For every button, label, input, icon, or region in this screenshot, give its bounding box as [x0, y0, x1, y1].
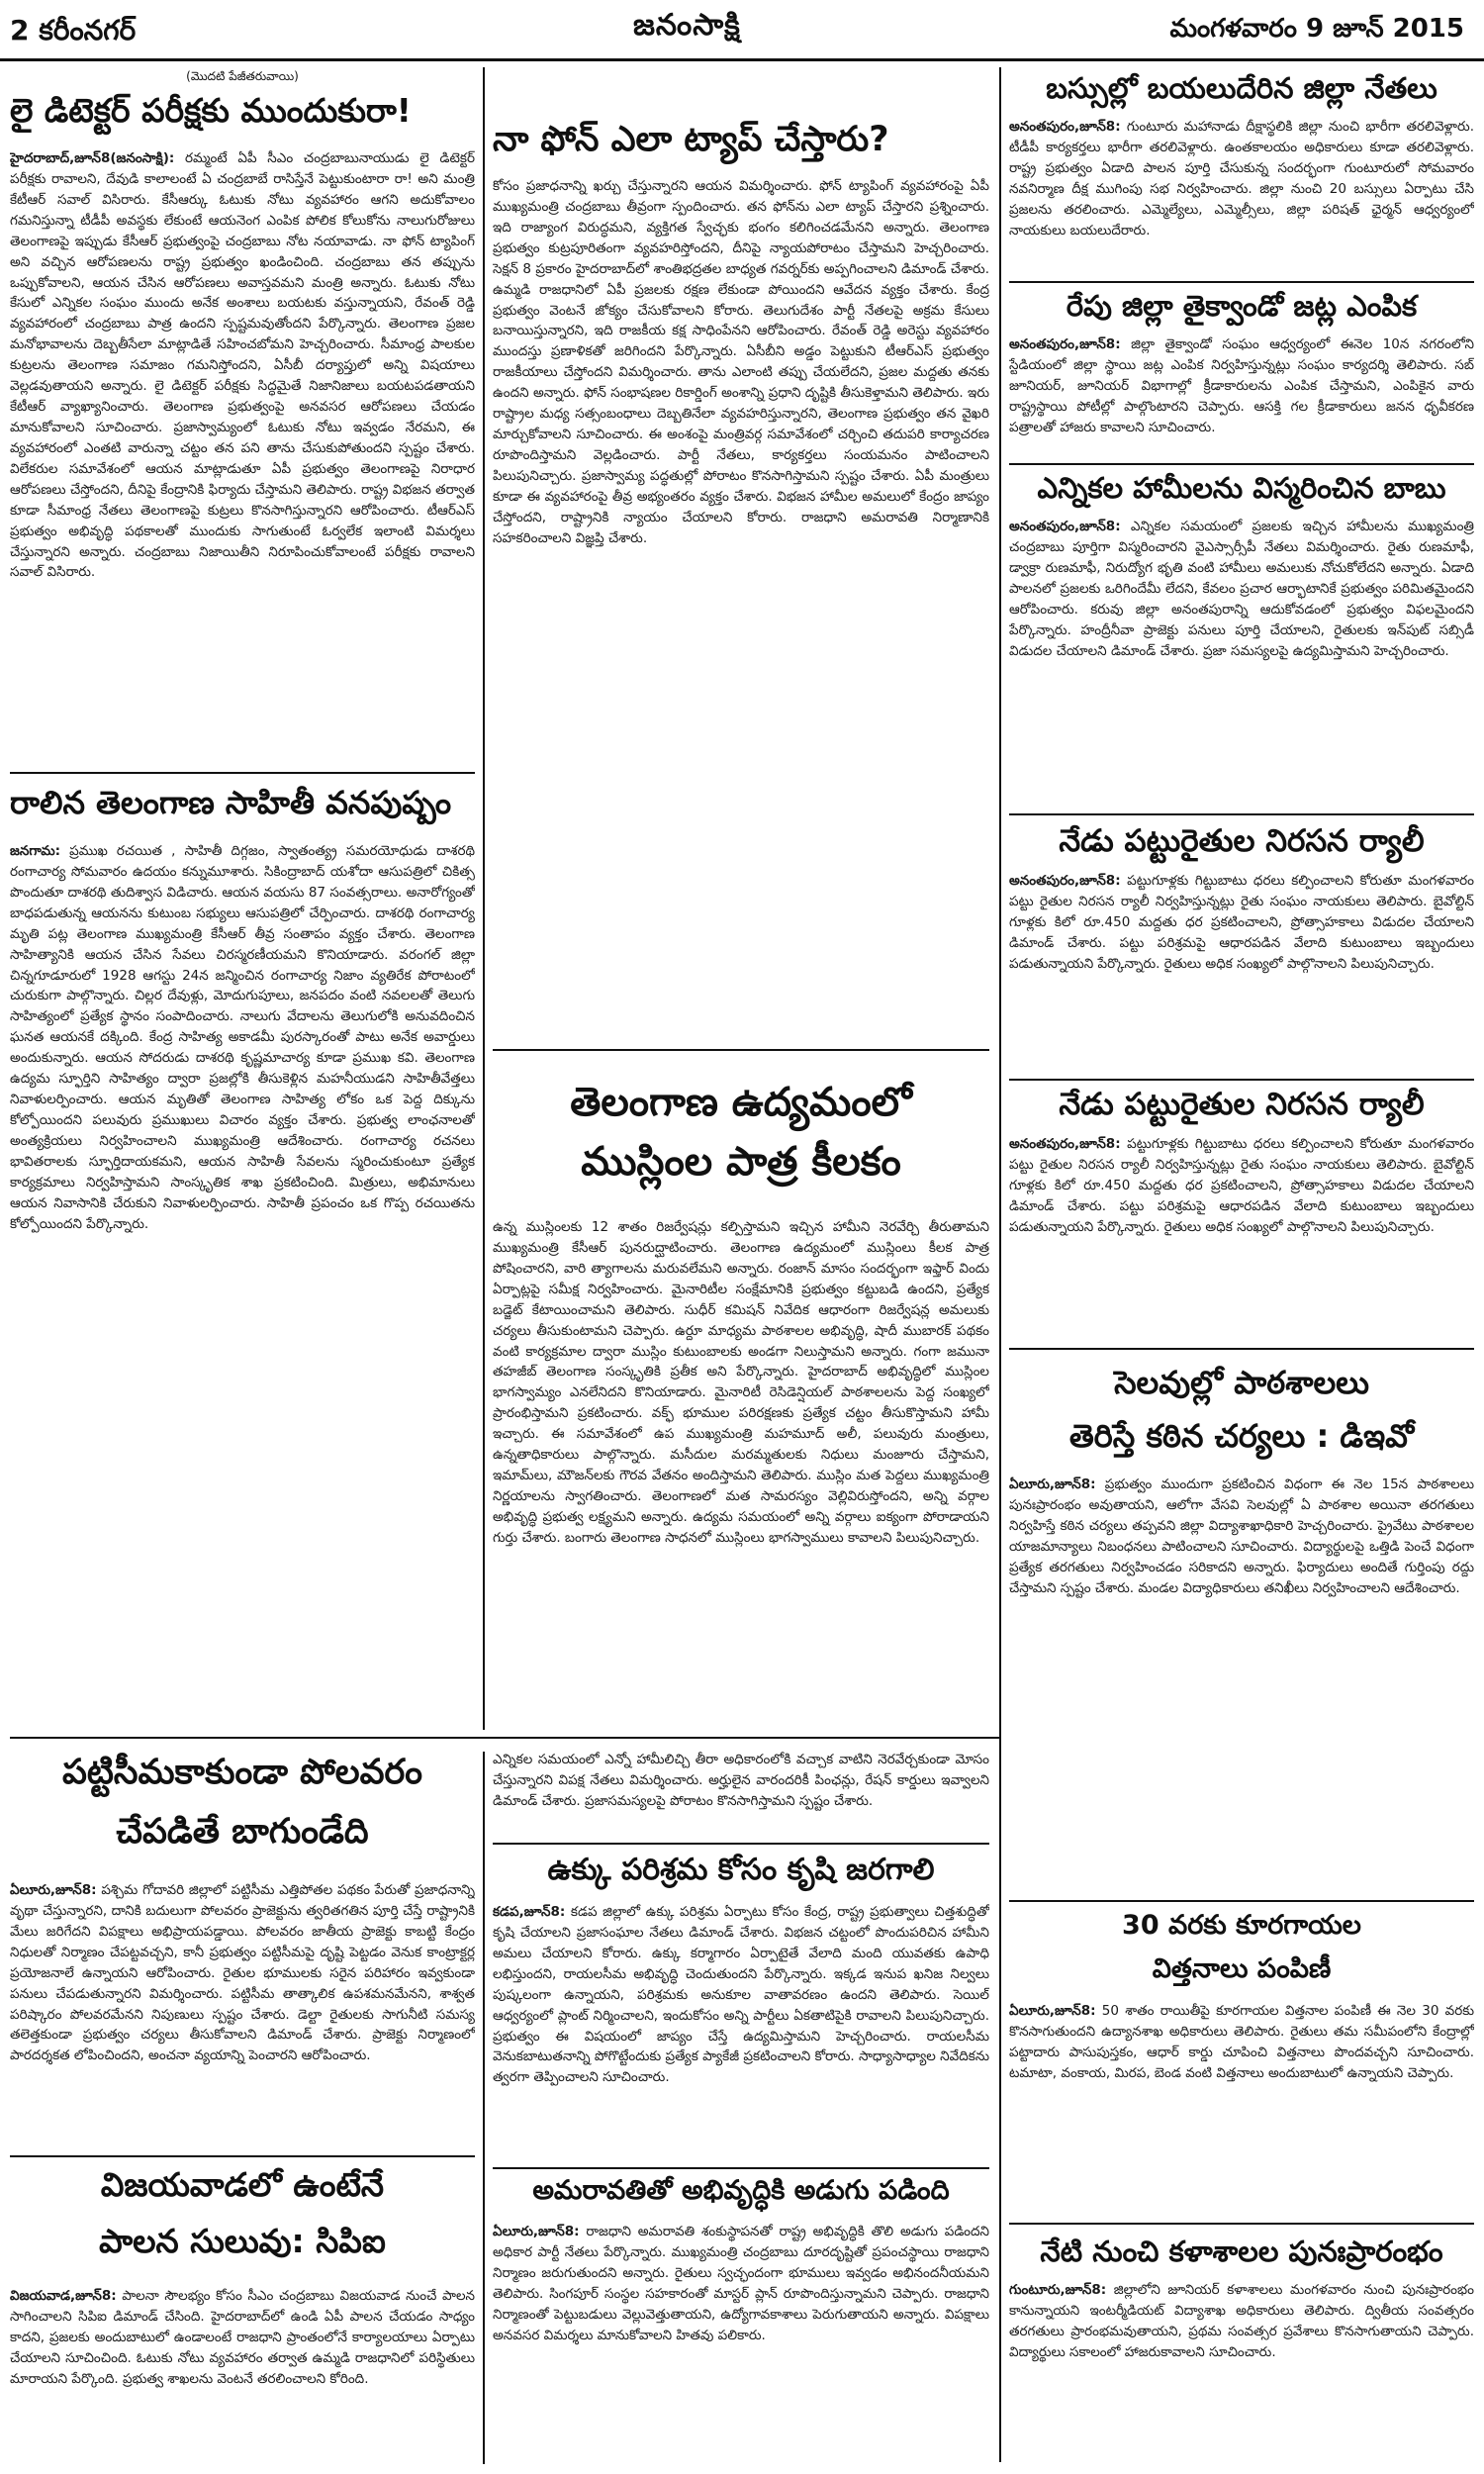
- headline-silk-rally: నేడు పట్టురైతుల నిరసన ర్యాలీ: [1059, 823, 1425, 859]
- article-text: కోసం ప్రజాధనాన్ని ఖర్చు చేస్తున్నారని ఆయన విమర్శించారు. ఫోన్ ట్యాపింగ్ వ్యవహారంపై ఏపీ ముఖ్యమంత్రి చంద్రబాబు తీవ్రంగా స్పందించారు. తన ఫోన్‌ను ఎలా ట్యాప్ చేస్తారని ప్రశ్నించారు. ఇది రాజ్యాంగ విరుద్ధమని, వ్యక్తిగత స్వేచ్ఛకు భంగం కలిగించడమేనని అన్నారు. తెలంగాణ ప్రభుత్వం కుట్రపూరితంగా వ్యవహరిస్తోందని, దీనిపై న్యాయపోరాటం చేస్తామని హెచ్చరించారు. సెక్షన్ 8 ప్రకారం హైదరాబాద్‌లో శాంతిభద్రతల బాధ్యత గవర్నర్‌కు అప్పగించాలని డిమాండ్ చేశారు. ఉమ్మడి రాజధానిలో ఏపీ ప్రజలకు రక్షణ లేకుండా పోయిందని ఆవేదన వ్యక్తం చేశారు. కేంద్ర ప్రభుత్వం వెంటనే జోక్యం చేసుకోవాలని కోరారు. తెలుగుదేశం పార్టీ నేతలపై అక్రమ కేసులు బనాయిస్తున్నారని, ఇది రాజకీయ కక్ష సాధింపేనని ఆరోపించారు. రేవంత్ రెడ్డి అరెస్టు వ్యవహారం ముందస్తు ప్రణాళికతో జరిగిందని పేర్కొన్నారు. ఏసీబీని అడ్డం పెట్టుకుని టీఆర్ఎస్ ప్రభుత్వం రాజకీయాలు చేస్తోందని విమర్శించారు. తాను ఎలాంటి తప్పు చేయలేదని, ప్రజల మద్దతు తనకు ఉందని అన్నారు. ఫోన్ సంభాషణల రికార్డింగ్ అంశాన్ని ప్రధాని దృష్టికి తీసుకెళ్తామని తెలిపారు. ఇరు రాష్ట్రాల మధ్య సత్సంబంధాలు దెబ్బతినేలా వ్యవహరిస్తున్నారని, తెలంగాణ ప్రభుత్వం తన వైఖరి మార్చుకోవాలని సూచించారు. ఈ అంశంపై మంత్రివర్గ సమావేశంలో చర్చించి తదుపరి కార్యాచరణ రూపొందిస్తామని వెల్లడించారు. పార్టీ నేతలు, కార్యకర్తలు సంయమనం పాటించాలని పిలుపునిచ్చారు. ప్రజాస్వామ్య పద్ధతుల్లో పోరాటం కొనసాగిస్తామని స్పష్టం చేశారు. ఏపీ మంత్రులు కూడా ఈ వ్యవహారంపై తీవ్ర అభ్యంతరం వ్యక్తం చేశారు. విభజన హామీల అమలులో కేంద్రం జాప్యం చేస్తోందని, రాష్ట్రానికి న్యాయం చేయాలని కోరారు. రాజధాని అమరావతి నిర్మాణానికి సహకరించాలని విజ్ఞప్తి చేశారు.: [493, 178, 989, 546]
- divider: [493, 1843, 989, 1845]
- column-divider: [999, 67, 1001, 2462]
- divider: [10, 2155, 475, 2157]
- dateline: ఏలూరు,జూన్8:: [1009, 1476, 1096, 1492]
- headline-schools-line1: సెలవుల్లో పాఠశాలలు: [1114, 1364, 1369, 1401]
- headline-taekwondo: రేపు జిల్లా తైక్వాండో జట్ల ఎంపిక: [1066, 289, 1418, 323]
- dateline: ఏలూరు,జూన్8:: [10, 1882, 97, 1898]
- dateline: అనంతపురం,జూన్8:: [1009, 336, 1121, 352]
- article-muslims: [493, 1217, 989, 1727]
- headline-buses: బస్సుల్లో బయలుదేరిన జిల్లా నేతలు: [1046, 71, 1438, 105]
- article-seeds: [1009, 2001, 1474, 2217]
- dateline: జనగామ:: [10, 843, 61, 859]
- dateline: హైదరాబాద్,జూన్8(జనంసాక్షి):: [10, 150, 175, 166]
- column-divider: [483, 67, 485, 1730]
- headline-seeds-line1: 30 వరకు కూరగాయల: [1122, 1910, 1361, 1941]
- divider: [1009, 1348, 1474, 1350]
- dateline: ఏలూరు,జూన్8:: [493, 2224, 580, 2239]
- article-text: ప్రభుత్వం ముందుగా ప్రకటించిన విధంగా ఈ నెల 15న పాఠశాలలు పునఃప్రారంభం అవుతాయని, ఆలోగా వేసవి సెలవుల్లో ఏ పాఠశాల అయినా తరగతులు నిర్వహిస్తే కఠిన చర్యలు తప్పవని జిల్లా విద్యాశాఖాధికారి హెచ్చరించారు. ప్రైవేటు పాఠశాలల యాజమాన్యాలు నిబంధనలు పాటించాలని సూచించారు. విద్యార్థులపై ఒత్తిడి పెంచే విధంగా ప్రత్యేక తరగతులు నిర్వహించడం సరికాదని అన్నారు. ఫిర్యాదులు అందితే గుర్తింపు రద్దు చేస్తామని స్పష్టం చేశారు. మండల విద్యాధికారులు తనిఖీలు నిర్వహించాలని ఆదేశించారు.: [1009, 1476, 1474, 1596]
- divider: [1009, 2223, 1474, 2225]
- dateline: అనంతపురం,జూన్8:: [1009, 873, 1121, 889]
- masthead: [0, 0, 1484, 61]
- continued-tag: (మొదటి పేజీతరువాయి): [186, 69, 299, 83]
- article-text: పట్టుగూళ్లకు గిట్టుబాటు ధరలు కల్పించాలని కోరుతూ మంగళవారం పట్టు రైతుల నిరసన ర్యాలీ నిర్వహిస్తున్నట్లు రైతు సంఘం నాయకులు తెలిపారు. బైవోల్టిన్ గూళ్లకు కిలో రూ.450 మద్దతు ధర ప్రకటించాలని, ప్రోత్సాహకాలు విడుదల చేయాలని డిమాండ్ చేశారు. పట్టు పరిశ్రమపై ఆధారపడిన వేలాది కుటుంబాలు ఇబ్బందులు పడుతున్నాయని పేర్కొన్నారు. రైతులు అధిక సంఖ్యలో పాల్గొనాలని పిలుపునిచ్చారు.: [1009, 1136, 1474, 1235]
- headline-steel-plant: ఉక్కు పరిశ్రమ కోసం కృషి జరగాలి: [547, 1853, 935, 1887]
- dateline: అనంతపురం,జూన్8:: [1009, 1136, 1121, 1152]
- article-sahiti: [10, 841, 475, 1727]
- article-vijayawada: [10, 2286, 475, 2464]
- headline-schools-line2: తెరిస్తే కఠిన చర్యలు : డిఇవో: [1068, 1417, 1415, 1455]
- article-continued: [493, 1750, 989, 1839]
- headline-amaravati: అమరావతితో అభివృద్ధికి అడుగు పడింది: [532, 2175, 950, 2206]
- article-silk-rally-repeat: [1009, 1134, 1474, 1342]
- article-text: కడప జిల్లాలో ఉక్కు పరిశ్రమ ఏర్పాటు కోసం కేంద్ర, రాష్ట్ర ప్రభుత్వాలు చిత్తశుద్ధితో కృషి చేయాలని ప్రజాసంఘాల నేతలు డిమాండ్ చేశారు. విభజన చట్టంలో పొందుపరిచిన హామీని అమలు చేయాలని కోరారు. ఉక్కు కర్మాగారం ఏర్పాటైతే వేలాది మంది యువతకు ఉపాధి లభిస్తుందని, రాయలసీమ అభివృద్ధి చెందుతుందని పేర్కొన్నారు. ఇక్కడ ఇనుప ఖనిజ నిల్వలు పుష్కలంగా ఉన్నాయని, పరిశ్రమకు అనుకూల వాతావరణం ఉందని తెలిపారు. సెయిల్ ఆధ్వర్యంలో ప్లాంట్ నిర్మించాలని, ఇందుకోసం అన్ని పార్టీలు ఏకతాటిపైకి రావాలని పిలుపునిచ్చారు. ప్రభుత్వం ఈ విషయంలో జాప్యం చేస్తే ఉద్యమిస్తామని హెచ్చరించారు. రాయలసీమ వెనుకబాటుతనాన్ని పోగొట్టేందుకు ప్రత్యేక ప్యాకేజీ ప్రకటించాలని కోరారు. సాధ్యాసాధ్యాల నివేదికను త్వరగా తెప్పించాలని సూచించారు.: [493, 1904, 989, 2086]
- article-steel-plant: [493, 1902, 989, 2161]
- headline-polavaram-line1: పట్టిసీమకాకుండా పోలవరం: [62, 1753, 422, 1792]
- dateline: విజయవాడ,జూన్8:: [10, 2288, 117, 2304]
- divider: [1009, 281, 1474, 283]
- article-text: ప్రముఖ రచయిత , సాహితీ దిగ్గజం, స్వాతంత్య్ర సమరయోధుడు దాశరథి రంగాచార్య సోమవారం ఉదయం కన్నుమూశారు. సికింద్రాబాద్ యశోదా ఆసుపత్రిలో చికిత్స పొందుతూ దాశరథి తుదిశ్వాస విడిచారు. ఆయన వయసు 87 సంవత్సరాలు. అనారోగ్యంతో బాధపడుతున్న ఆయనను కుటుంబ సభ్యులు ఆసుపత్రిలో చేర్పించారు. దాశరథి రంగాచార్య మృతి పట్ల తెలంగాణ ముఖ్యమంత్రి కేసీఆర్ తీవ్ర సంతాపం వ్యక్తం చేశారు. తెలంగాణ సాహిత్యానికి ఆయన చేసిన సేవలు చిరస్మరణీయమని కొనియాడారు. వరంగల్ జిల్లా చిన్నగూడూరులో 1928 ఆగస్టు 24న జన్మించిన రంగాచార్య నిజాం వ్యతిరేక పోరాటంలో చురుకుగా పాల్గొన్నారు. చిల్లర దేవుళ్లు, మోదుగుపూలు, జనపదం వంటి నవలలతో తెలుగు సాహిత్యంలో ప్రత్యేక స్థానం సంపాదించారు. నాలుగు వేదాలను తెలుగులోకి అనువదించిన ఘనత ఆయనకే దక్కింది. కేంద్ర సాహిత్య అకాడమీ పురస్కారంతో పాటు అనేక అవార్డులు అందుకున్నారు. ఆయన సోదరుడు దాశరథి కృష్ణమాచార్య కూడా ప్రముఖ కవి. తెలంగాణ ఉద్యమ స్ఫూర్తిని సాహిత్యం ద్వారా ప్రజల్లోకి తీసుకెళ్లిన మహనీయుడని సాహితీవేత్తలు నివాళులర్పించారు. ఆయన మృతితో తెలంగాణ సాహిత్య లోకం ఒక పెద్ద దిక్కును కోల్పోయిందని పలువురు ప్రముఖులు విచారం వ్యక్తం చేశారు. ప్రభుత్వ లాంఛనాలతో అంత్యక్రియలు నిర్వహించాలని ముఖ్యమంత్రి ఆదేశించారు. రంగాచార్య రచనలు భావితరాలకు స్ఫూర్తిదాయకమని, ఆయన సాహితీ సేవలను స్మరించుకుంటూ ప్రత్యేక కార్యక్రమాలు నిర్వహిస్తామని సాంస్కృతిక శాఖ ప్రకటించింది. మిత్రులు, అభిమానులు ఆయన నివాసానికి చేరుకుని నివాళులర్పించారు. సాహితీ ప్రపంచం ఒక గొప్ప రచయితను కోల్పోయిందని పేర్కొన్నారు.: [10, 843, 475, 1232]
- headline-vijayawada-line1: విజయవాడలో ఉంటేనే: [100, 2165, 385, 2204]
- article-text: ఉన్న ముస్లింలకు 12 శాతం రిజర్వేషన్లు కల్పిస్తామని ఇచ్చిన హామీని నెరవేర్చి తీరుతామని ముఖ్యమంత్రి కేసీఆర్ పునరుద్ఘాటించారు. తెలంగాణ ఉద్యమంలో ముస్లింలు కీలక పాత్ర పోషించారని, వారి త్యాగాలను మరువలేమని అన్నారు. రంజాన్ మాసం సందర్భంగా ఇఫ్తార్ విందు ఏర్పాట్లపై సమీక్ష నిర్వహించారు. మైనారిటీల సంక్షేమానికి ప్రభుత్వం కట్టుబడి ఉందని, ప్రత్యేక బడ్జెట్ కేటాయించామని తెలిపారు. సుధీర్ కమిషన్ నివేదిక ఆధారంగా రిజర్వేషన్ల అమలుకు చర్యలు తీసుకుంటామని చెప్పారు. ఉర్దూ మాధ్యమ పాఠశాలల అభివృద్ధి, షాదీ ముబారక్ పథకం వంటి కార్యక్రమాల ద్వారా ముస్లిం కుటుంబాలకు అండగా నిలుస్తామని అన్నారు. గంగా జమునా తహజీబ్ తెలంగాణ సంస్కృతికి ప్రతీక అని పేర్కొన్నారు. హైదరాబాద్ అభివృద్ధిలో ముస్లింల భాగస్వామ్యం ఎనలేనిదని కొనియాడారు. మైనారిటీ రెసిడెన్షియల్ పాఠశాలలను పెద్ద సంఖ్యలో ప్రారంభిస్తామని ప్రకటించారు. వక్ఫ్ భూముల పరిరక్షణకు ప్రత్యేక చట్టం తీసుకొస్తామని హామీ ఇచ్చారు. ఈ సమావేశంలో ఉప ముఖ్యమంత్రి మహమూద్ అలీ, పలువురు మంత్రులు, ఉన్నతాధికారులు పాల్గొన్నారు. మసీదుల మరమ్మతులకు నిధులు మంజూరు చేస్తామని, ఇమామ్‌లు, మౌజన్‌లకు గౌరవ వేతనం అందిస్తామని తెలిపారు. ముస్లిం మత పెద్దలు ముఖ్యమంత్రి నిర్ణయాలను స్వాగతించారు. తెలంగాణలో మత సామరస్యం వెల్లివిరుస్తోందని, అన్ని వర్గాల అభివృద్ధి ప్రభుత్వ లక్ష్యమని అన్నారు. ఉద్యమ సమయంలో అన్ని వర్గాలు ఐక్యంగా పోరాడాయని గుర్తు చేశారు. బంగారు తెలంగాణ సాధనలో ముస్లింలు భాగస్వాములు కావాలని పిలుపునిచ్చారు.: [493, 1219, 989, 1546]
- headline-seeds-line2: విత్తనాలు పంపిణీ: [1152, 1953, 1332, 1984]
- page-label: 2 కరీంనగర్: [10, 14, 137, 47]
- article-colleges: [1009, 2280, 1474, 2464]
- headline-sahiti: రాలిన తెలంగాణ సాహితీ వనపుష్పం: [10, 784, 452, 821]
- article-text: ఎన్నికల సమయంలో ప్రజలకు ఇచ్చిన హామీలను ముఖ్యమంత్రి చంద్రబాబు పూర్తిగా విస్మరించారని వైఎస్సార్సీపీ నేతలు విమర్శించారు. రైతు రుణమాఫీ, డ్వాక్రా రుణమాఫీ, నిరుద్యోగ భృతి వంటి హామీలు అమలుకు నోచుకోలేదని అన్నారు. ఏడాది పాలనలో ప్రజలకు ఒరిగిందేమీ లేదని, కేవలం ప్రచార ఆర్భాటానికే ప్రభుత్వం పరిమితమైందని ఆరోపించారు. కరువు జిల్లా అనంతపురాన్ని ఆదుకోవడంలో ప్రభుత్వం విఫలమైందని పేర్కొన్నారు. హంద్రీనీవా ప్రాజెక్టు పనులు పూర్తి చేయాలని, రైతులకు ఇన్‌పుట్ సబ్సిడీ విడుదల చేయాలని డిమాండ్ చేశారు. ప్రజా సమస్యలపై ఉద్యమిస్తామని హెచ్చరించారు.: [1009, 519, 1474, 659]
- divider: [493, 1049, 989, 1051]
- headline-lie-detector: లై డిటెక్టర్ పరీక్షకు ముందుకురా!: [10, 91, 412, 130]
- article-taekwondo: [1009, 334, 1474, 458]
- divider: [1009, 1079, 1474, 1081]
- article-buses: [1009, 117, 1474, 275]
- divider: [493, 2167, 989, 2169]
- headline-muslims-line1: తెలంగాణ ఉద్యమంలో: [570, 1080, 912, 1125]
- headline-election-promises: ఎన్నికల హామీలను విస్మరించిన బాబు: [1037, 471, 1446, 505]
- article-silk-rally: [1009, 871, 1474, 1074]
- headline-muslims-line2: ముస్లింల పాత్ర కీలకం: [581, 1139, 901, 1185]
- divider: [1009, 1900, 1474, 1902]
- column-divider: [483, 1752, 485, 2464]
- article-text: జిల్లా తైక్వాండో సంఘం ఆధ్వర్యంలో ఈనెల 10న నగరంలోని స్టేడియంలో జిల్లా స్థాయి జట్ల ఎంపిక నిర్వహిస్తున్నట్లు సంఘం కార్యదర్శి తెలిపారు. సబ్ జూనియర్, జూనియర్ విభాగాల్లో క్రీడాకారులను ఎంపిక చేస్తామని, ఎంపికైన వారు రాష్ట్రస్థాయి పోటీల్లో పాల్గొంటారని చెప్పారు. ఆసక్తి గల క్రీడాకారులు జనన ధృవీకరణ పత్రాలతో హాజరు కావాలని సూచించారు.: [1009, 336, 1474, 435]
- divider: [10, 1737, 999, 1739]
- headline-polavaram-line2: చేపడితే బాగుండేది: [116, 1812, 369, 1852]
- article-text: రాజధాని అమరావతి శంకుస్థాపనతో రాష్ట్ర అభివృద్ధికి తొలి అడుగు పడిందని అధికార పార్టీ నేతలు పేర్కొన్నారు. ముఖ్యమంత్రి చంద్రబాబు దూరదృష్టితో ప్రపంచస్థాయి రాజధాని నిర్మాణం జరుగుతుందని అన్నారు. రైతులు స్వచ్ఛందంగా భూములు ఇవ్వడం అభినందనీయమని తెలిపారు. సింగపూర్ సంస్థల సహకారంతో మాస్టర్ ప్లాన్ రూపొందిస్తున్నామని చెప్పారు. రాజధాని నిర్మాణంతో పెట్టుబడులు వెల్లువెత్తుతాయని, ఉద్యోగావకాశాలు పెరుగుతాయని అన్నారు. విపక్షాలు అనవసర విమర్శలు మానుకోవాలని హితవు పలికారు.: [493, 2224, 989, 2343]
- issue-date: మంగళవారం 9 జూన్ 2015: [1169, 14, 1464, 44]
- dateline: కడప,జూన్8:: [493, 1904, 566, 1920]
- article-schools: [1009, 1475, 1474, 1895]
- article-phone-tap: [493, 176, 989, 1037]
- divider: [10, 772, 475, 774]
- article-text: ఎన్నికల సమయంలో ఎన్నో హామీలిచ్చి తీరా అధికారంలోకి వచ్చాక వాటిని నెరవేర్చకుండా మోసం చేస్తున్నారని విపక్ష నేతలు విమర్శించారు. అర్హులైన వారందరికీ పింఛన్లు, రేషన్ కార్డులు ఇవ్వాలని డిమాండ్ చేశారు. ప్రజాసమస్యలపై పోరాటం కొనసాగిస్తామని స్పష్టం చేశారు.: [493, 1752, 989, 1809]
- article-text: పశ్చిమ గోదావరి జిల్లాలో పట్టిసీమ ఎత్తిపోతల పథకం పేరుతో ప్రజాధనాన్ని వృథా చేస్తున్నారని, దానికి బదులుగా పోలవరం ప్రాజెక్టును త్వరితగతిన పూర్తి చేస్తే రాష్ట్రానికి మేలు జరిగేదని విపక్షాలు అభిప్రాయపడ్డాయి. పోలవరం జాతీయ ప్రాజెక్టు కాబట్టి కేంద్రం నిధులతో నిర్మాణం చేపట్టవచ్చని, కానీ ప్రభుత్వం పట్టిసీమపై దృష్టి పెట్టడం వెనుక కాంట్రాక్టర్ల ప్రయోజనాలే ఉన్నాయని ఆరోపించారు. రైతుల భూములకు సరైన పరిహారం ఇవ్వకుండా పనులు చేపడుతున్నారని విమర్శించారు. పట్టిసీమ తాత్కాలిక ఉపశమనమేనని, శాశ్వత పరిష్కారం పోలవరమేనని నిపుణులు స్పష్టం చేశారు. డెల్టా రైతులకు సాగునీటి సమస్య తలెత్తకుండా ప్రభుత్వం చర్యలు తీసుకోవాలని డిమాండ్ చేశారు. ప్రాజెక్టు నిర్మాణంలో పారదర్శకత లోపించిందని, అంచనా వ్యయాన్ని పెంచారని ఆరోపించారు.: [10, 1882, 475, 2064]
- article-lie-detector: [10, 148, 475, 762]
- article-text: పట్టుగూళ్లకు గిట్టుబాటు ధరలు కల్పించాలని కోరుతూ మంగళవారం పట్టు రైతుల నిరసన ర్యాలీ నిర్వహిస్తున్నట్లు రైతు సంఘం నాయకులు తెలిపారు. బైవోల్టిన్ గూళ్లకు కిలో రూ.450 మద్దతు ధర ప్రకటించాలని, ప్రోత్సాహకాలు విడుదల చేయాలని డిమాండ్ చేశారు. పట్టు పరిశ్రమపై ఆధారపడిన వేలాది కుటుంబాలు ఇబ్బందులు పడుతున్నాయని పేర్కొన్నారు. రైతులు అధిక సంఖ్యలో పాల్గొనాలని పిలుపునిచ్చారు.: [1009, 873, 1474, 972]
- article-election-promises: [1009, 517, 1474, 809]
- headline-vijayawada-line2: పాలన సులువు: సిపిఐ: [99, 2222, 386, 2260]
- headline-phone-tap: నా ఫోన్ ఎలా ట్యాప్ చేస్తారు?: [493, 120, 889, 159]
- headline-silk-rally-repeat: నేడు పట్టురైతుల నిరసన ర్యాలీ: [1059, 1087, 1425, 1122]
- paper-name: జనంసాక్షి: [633, 8, 741, 43]
- article-polavaram: [10, 1880, 475, 2147]
- headline-colleges: నేటి నుంచి కళాశాలల పునఃప్రారంభం: [1040, 2235, 1443, 2268]
- article-text: రమ్మంటే ఏపీ సీఎం చంద్రబాబునాయుడు లై డిటెక్టర్ పరీక్షకు రావాలని, దేవుడి కాలాలంటే ఏ చంద్రబాబే రాసిస్తేనే పెట్టుకుంటారా రా! అని మంత్రి కేటీఆర్ సవాల్ విసిరారు. కేసీఆర్కు ఓటుకు నోటు వ్యవహారం ఆగని అదుకోవాలం గమనిస్తున్నా టీడీపీ అవస్థకు లేకుంటే ఆయనెంగ ఎంపిక పోలిక కోలుకోను నాలుగురోజులు తెలంగాణపై ఇప్పుడు కేసీఆర్ ప్రభుత్వంపై చంద్రబాబు నోట నయావాడు. నా ఫోన్ ట్యాపింగ్ అని వచ్చిన ఆరోపణలను రాష్ట్ర ప్రభుత్వం ఖండించింది. చంద్రబాబు తన తప్పును ఒప్పుకోవాలని, ఆయన చేసిన ఆరోపణలు అవాస్తవమని మంత్రి అన్నారు. ఓటుకు నోటు కేసులో ఎన్నికల సంఘం ముందు అనేక అంశాలు బయటకు వస్తున్నాయని, రేవంత్ రెడ్డి వ్యవహారంలో చంద్రబాబు పాత్ర ఉందని స్పష్టమవుతోందని పేర్కొన్నారు. తెలంగాణ ప్రజల మనోభావాలను దెబ్బతీసేలా మాట్లాడితే సహించబోమని హెచ్చరించారు. సీమాంధ్ర పాలకుల కుట్రలను తెలంగాణ సమాజం గమనిస్తోందని, ఏసీబీ దర్యాప్తులో అన్ని విషయాలు వెల్లడవుతాయని అన్నారు. లై డిటెక్టర్ పరీక్షకు సిద్ధమైతే నిజానిజాలు బయటపడతాయని కేటీఆర్ వ్యాఖ్యానించారు. తెలంగాణ ప్రభుత్వంపై అనవసర ఆరోపణలు చేయడం మానుకోవాలని సూచించారు. ప్రజాస్వామ్యంలో ఓటుకు నోటు ఇవ్వడం నేరమని, ఈ వ్యవహారంలో ఎంతటి వారున్నా చట్టం తన పని తాను చేసుకుపోతుందని స్పష్టం చేశారు. విలేకరుల సమావేశంలో ఆయన మాట్లాడుతూ ఏపీ ప్రభుత్వం తెలంగాణపై నిరాధార ఆరోపణలు చేస్తోందని, దీనిపై కేంద్రానికి ఫిర్యాదు చేస్తామని తెలిపారు. రాష్ట్ర విభజన తర్వాత కూడా సీమాంధ్ర నేతలు తెలంగాణపై కుట్రలు కొనసాగిస్తున్నారని ఆరోపించారు. టీఆర్ఎస్ ప్రభుత్వం అభివృద్ధి పథకాలతో ముందుకు సాగుతుంటే ఓర్వలేక ఇలాంటి విమర్శలు చేస్తున్నారని అన్నారు. చంద్రబాబు నిజాయితీని నిరూపించుకోవాలంటే పరీక్షకు రావాలని సవాల్ విసిరారు.: [10, 150, 475, 581]
- article-text: జిల్లాలోని జూనియర్ కళాశాలలు మంగళవారం నుంచి పునఃప్రారంభం కానున్నాయని ఇంటర్మీడియట్ విద్యాశాఖ అధికారులు తెలిపారు. ద్వితీయ సంవత్సరం తరగతులు ప్రారంభమవుతాయని, ప్రథమ సంవత్సర ప్రవేశాలు కొనసాగుతాయని చెప్పారు. విద్యార్థులు సకాలంలో హాజరుకావాలని సూచించారు.: [1009, 2282, 1474, 2360]
- article-amaravati: [493, 2222, 989, 2464]
- dateline: గుంటూరు,జూన్8:: [1009, 2282, 1107, 2298]
- divider: [1009, 463, 1474, 465]
- dateline: అనంతపురం,జూన్8:: [1009, 519, 1121, 534]
- dateline: ఏలూరు,జూన్8:: [1009, 2003, 1096, 2019]
- article-text: పాలనా సౌలభ్యం కోసం సీఎం చంద్రబాబు విజయవాడ నుంచే పాలన సాగించాలని సిపిఐ డిమాండ్ చేసింది. హైదరాబాద్‌లో ఉండి ఏపీ పాలన చేయడం సాధ్యం కాదని, ప్రజలకు అందుబాటులో ఉండాలంటే రాజధాని ప్రాంతంలోనే కార్యాలయాలు ఏర్పాటు చేయాలని సూచించింది. ఓటుకు నోటు వ్యవహారం తర్వాత ఉమ్మడి రాజధానిలో పరిస్థితులు మారాయని పేర్కొంది. ప్రభుత్వ శాఖలను వెంటనే తరలించాలని కోరింది.: [10, 2288, 475, 2387]
- article-text: 50 శాతం రాయితీపై కూరగాయల విత్తనాల పంపిణీ ఈ నెల 30 వరకు కొనసాగుతుందని ఉద్యానశాఖ అధికారులు తెలిపారు. రైతులు తమ సమీపంలోని కేంద్రాల్లో పట్టాదారు పాసుపుస్తకం, ఆధార్ కార్డు చూపించి విత్తనాలు పొందవచ్చని సూచించారు. టమాటా, వంకాయ, మిరప, బెండ వంటి విత్తనాలు అందుబాటులో ఉన్నాయని చెప్పారు.: [1009, 2003, 1474, 2081]
- divider: [1009, 813, 1474, 815]
- article-text: గుంటూరు మహానాడు దీక్షాస్థలికి జిల్లా నుంచి భారీగా తరలివెళ్లారు. టీడీపీ కార్యకర్తలు భారీగా తరలివెళ్లారు. ఉంతకాలయం అధికారులు కూడా తరలివెళ్లారు. రాష్ట్ర ప్రభుత్వం ఏడాది పాలన పూర్తి చేసుకున్న సందర్భంగా గుంటూరులో సోమవారం నవనిర్మాణ దీక్ష ముగింపు సభ నిర్వహించారు. జిల్లా నుంచి 20 బస్సులు ఏర్పాటు చేసి ప్రజలను తరలించారు. ఎమ్మెల్యేలు, ఎమ్మెల్సీలు, జిల్లా పరిషత్ ఛైర్మన్ ఆధ్వర్యంలో నాయకులు బయలుదేరారు.: [1009, 119, 1474, 238]
- dateline: అనంతపురం,జూన్8:: [1009, 119, 1121, 135]
